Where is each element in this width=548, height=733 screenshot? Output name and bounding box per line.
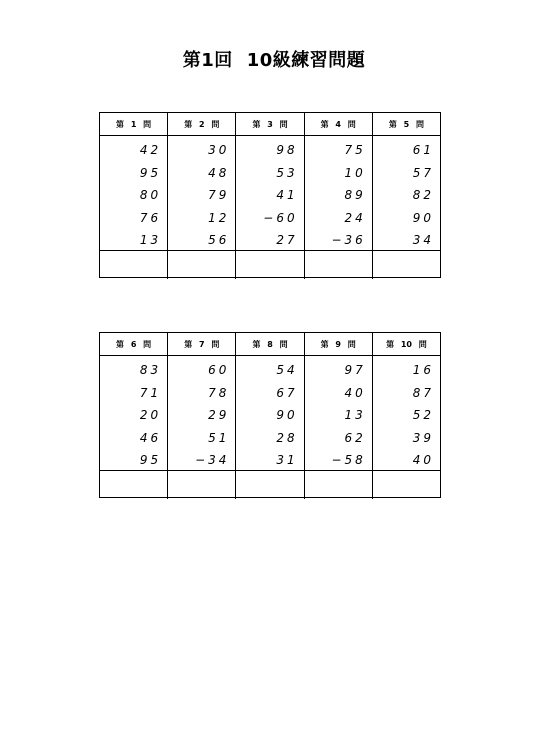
problem-number: 24 xyxy=(344,210,366,225)
answer-cell[interactable] xyxy=(168,471,236,499)
problem-number: 31 xyxy=(276,453,298,468)
problem-number: 79 xyxy=(208,188,230,203)
problem-number: 90 xyxy=(412,210,435,225)
problem-number: 34 xyxy=(412,233,435,248)
problem-number: −34 xyxy=(195,453,230,468)
problem-header: 第 6 問 xyxy=(100,333,168,355)
problem-number: 13 xyxy=(344,408,366,423)
numbers-row xyxy=(100,356,440,471)
problem-number: 83 xyxy=(139,363,162,377)
problem-header: 第 4 問 xyxy=(305,113,373,135)
problem-header: 第 3 問 xyxy=(236,113,304,135)
problem-number: 56 xyxy=(208,233,230,248)
problem-number: 41 xyxy=(276,188,298,203)
problem-column xyxy=(100,136,168,250)
problem-number: −58 xyxy=(331,453,366,468)
page-title xyxy=(0,46,548,72)
problem-header: 第 7 問 xyxy=(168,333,236,355)
problem-table-1 xyxy=(99,112,441,278)
problem-number: 20 xyxy=(139,408,162,423)
problem-number: 54 xyxy=(276,363,298,377)
problem-column xyxy=(305,356,373,470)
problem-number: 95 xyxy=(139,165,162,180)
problem-number: 80 xyxy=(139,188,162,203)
answer-cell[interactable] xyxy=(373,471,440,499)
header-row xyxy=(100,113,440,136)
problem-number: −60 xyxy=(263,210,298,225)
problem-number: 61 xyxy=(412,143,435,157)
problem-number: 71 xyxy=(139,385,162,400)
problem-header: 第 9 問 xyxy=(305,333,373,355)
problem-number: 76 xyxy=(139,210,162,225)
problem-number: 90 xyxy=(276,408,298,423)
problem-column xyxy=(305,136,373,250)
problem-number: 57 xyxy=(412,165,435,180)
problem-column xyxy=(168,356,236,470)
header-row xyxy=(100,333,440,356)
problem-number: 98 xyxy=(276,143,298,157)
answer-cell[interactable] xyxy=(236,471,304,499)
answer-cell[interactable] xyxy=(100,251,168,279)
answer-row xyxy=(100,471,440,499)
problem-number: 89 xyxy=(344,188,366,203)
problem-header: 第 10 問 xyxy=(386,339,427,349)
problem-number: 29 xyxy=(208,408,230,423)
problem-number: 82 xyxy=(412,188,435,203)
answer-row xyxy=(100,251,440,279)
round-label: 第1回 xyxy=(182,50,233,71)
problem-number: 97 xyxy=(344,363,366,377)
problem-number: 12 xyxy=(208,210,230,225)
answer-cell[interactable] xyxy=(373,251,440,279)
numbers-row xyxy=(100,136,440,251)
answer-cell[interactable] xyxy=(236,251,304,279)
problem-number: 30 xyxy=(208,143,230,157)
problem-number: 87 xyxy=(412,385,435,400)
answer-cell[interactable] xyxy=(100,471,168,499)
problem-number: 27 xyxy=(276,233,298,248)
problem-header: 第 8 問 xyxy=(236,333,304,355)
problem-number: 95 xyxy=(139,453,162,468)
answer-cell[interactable] xyxy=(305,251,373,279)
problem-number: 53 xyxy=(276,165,298,180)
problem-number: 51 xyxy=(208,430,230,445)
problem-column xyxy=(236,356,304,470)
problem-number: 28 xyxy=(276,430,298,445)
answer-cell[interactable] xyxy=(168,251,236,279)
problem-column xyxy=(373,136,440,250)
problem-number: 40 xyxy=(412,453,435,468)
problem-column xyxy=(100,356,168,470)
problem-number: 40 xyxy=(344,385,366,400)
problem-number: 42 xyxy=(139,143,162,157)
problem-number: 13 xyxy=(139,233,162,248)
problem-header: 第 5 問 xyxy=(388,119,424,129)
problem-number: 62 xyxy=(344,430,366,445)
problem-number: 52 xyxy=(412,408,435,423)
problem-header: 第 2 問 xyxy=(168,113,236,135)
problem-number: 75 xyxy=(344,143,366,157)
answer-cell[interactable] xyxy=(305,471,373,499)
problem-number: 67 xyxy=(276,385,298,400)
problem-column xyxy=(236,136,304,250)
worksheet-name: 10級練習問題 xyxy=(246,50,366,71)
problem-number: −36 xyxy=(331,233,366,248)
problem-number: 78 xyxy=(208,385,230,400)
problem-number: 10 xyxy=(344,165,366,180)
problem-number: 48 xyxy=(208,165,230,180)
problem-column xyxy=(168,136,236,250)
problem-number: 46 xyxy=(139,430,162,445)
problem-number: 39 xyxy=(412,430,435,445)
problem-number: 60 xyxy=(208,363,230,377)
problem-header: 第 1 問 xyxy=(100,113,168,135)
problem-column xyxy=(373,356,440,470)
problem-table-2 xyxy=(99,332,441,498)
problem-number: 16 xyxy=(412,363,435,377)
